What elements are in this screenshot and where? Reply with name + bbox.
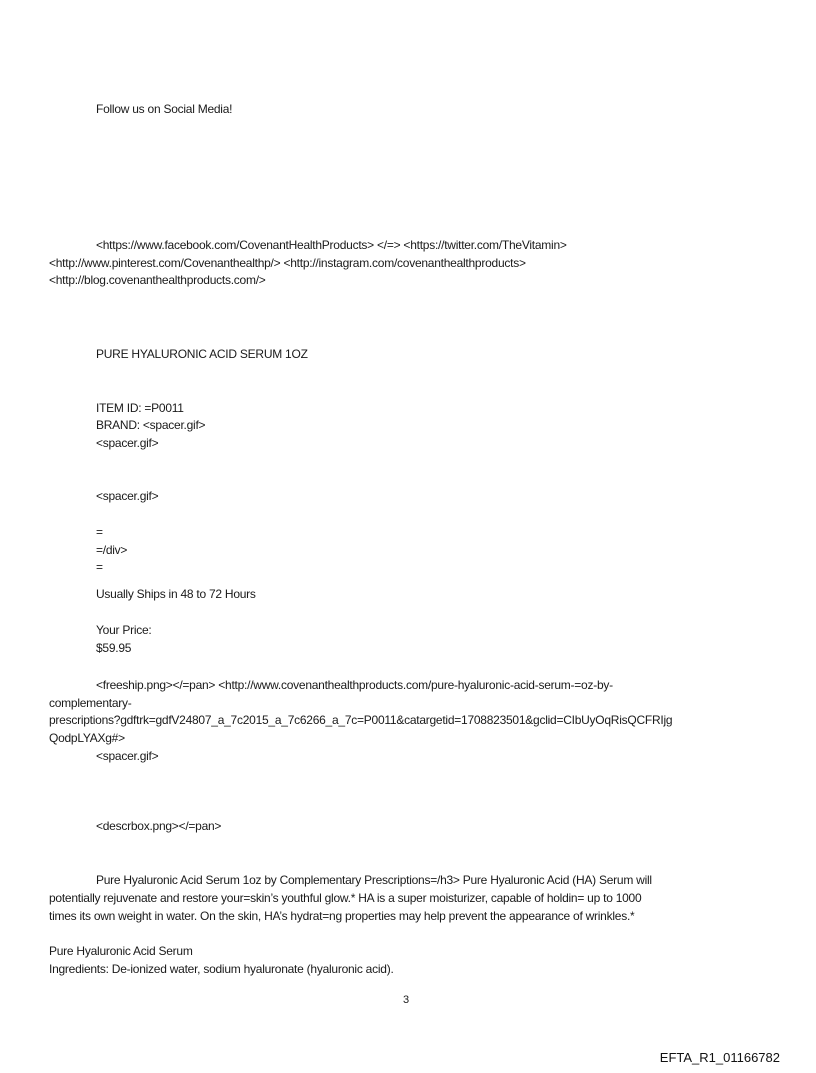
description-line: potentially rejuvenate and restore your=skin’s youthful glow.* HA is a super moisturizer, capable of holdin= up to 1000 bbox=[49, 891, 642, 905]
spacer-text: <spacer.gif> bbox=[96, 489, 159, 503]
freeship-link-line: <freeship.png></=pan> <http://www.covenanthealthproducts.com/pure-hyaluronic-acid-serum-=oz-by- bbox=[96, 678, 613, 692]
markup-fragment: = bbox=[96, 560, 103, 574]
freeship-link-line: QodpLYAXg#> bbox=[49, 731, 125, 745]
markup-fragment: =/div> bbox=[96, 543, 128, 557]
item-id: ITEM ID: =P0011 bbox=[96, 401, 184, 415]
freeship-link-line: complementary- bbox=[49, 696, 132, 710]
product-title: PURE HYALURONIC ACID SERUM 1OZ bbox=[96, 347, 308, 361]
ingredients: Ingredients: De-ionized water, sodium hyaluronate (hyaluronic acid). bbox=[49, 962, 394, 976]
descrbox-text: <descrbox.png></=pan> bbox=[96, 819, 222, 833]
ingredients-title: Pure Hyaluronic Acid Serum bbox=[49, 944, 193, 958]
social-links-line: <http://blog.covenanthealthproducts.com/> bbox=[49, 273, 266, 287]
social-links-line: <https://www.facebook.com/CovenantHealthProducts> </=> <https://twitter.com/TheVitamin> bbox=[96, 238, 567, 252]
description-line: Pure Hyaluronic Acid Serum 1oz by Complementary Prescriptions=/h3> Pure Hyaluronic Acid (HA) Serum will bbox=[96, 873, 652, 887]
page-number: 3 bbox=[403, 994, 409, 1006]
spacer-text: <spacer.gif> bbox=[96, 749, 159, 763]
description-line: times its own weight in water. On the skin, HA’s hydrat=ng properties may help prevent the appearance of wrinkles.* bbox=[49, 909, 635, 923]
social-heading: Follow us on Social Media! bbox=[96, 102, 233, 116]
bates-number: EFTA_R1_01166782 bbox=[659, 1050, 780, 1065]
social-links-line: <http://www.pinterest.com/Covenanthealthp/> <http://instagram.com/covenanthealthproducts> bbox=[49, 256, 526, 270]
price-value: $59.95 bbox=[96, 641, 132, 655]
freeship-link-line: prescriptions?gdftrk=gdfV24807_a_7c2015_a_7c6266_a_7c=P0011&catargetid=1708823501&gclid=CIbUyOqRisQCFRIjg bbox=[49, 713, 673, 727]
markup-fragment: = bbox=[96, 525, 103, 539]
brand: BRAND: <spacer.gif> bbox=[96, 418, 206, 432]
shipping-info: Usually Ships in 48 to 72 Hours bbox=[96, 587, 256, 601]
price-label: Your Price: bbox=[96, 623, 152, 637]
spacer-text: <spacer.gif> bbox=[96, 436, 159, 450]
